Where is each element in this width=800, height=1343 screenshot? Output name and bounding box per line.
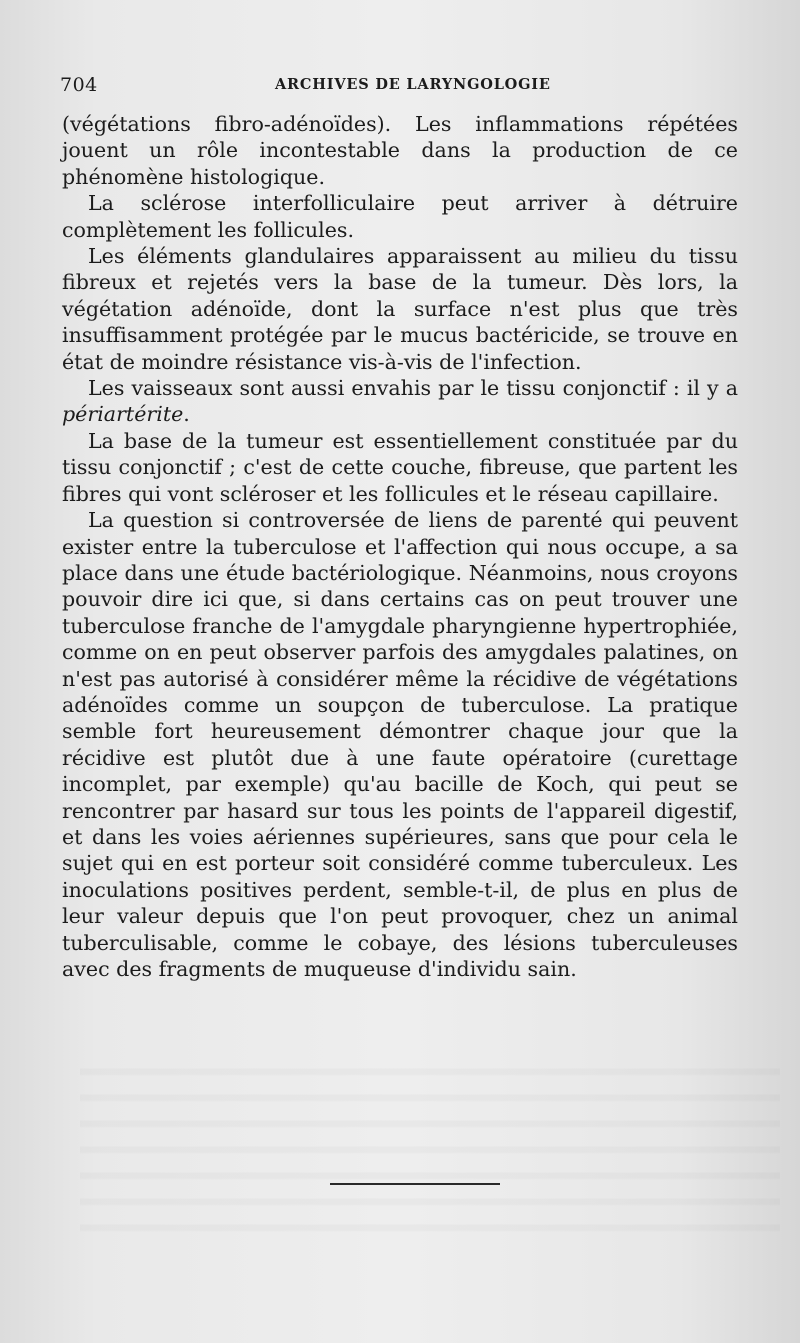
paragraph-vaisseaux-end: . xyxy=(183,402,190,427)
paragraph-vegetations: (végétations fibro-adénoïdes). Les inflammations répétées jouent un rôle incontestable dans la production de ce phénomène histologique. xyxy=(62,112,738,189)
page-number: 704 xyxy=(60,74,98,96)
paragraph-vaisseaux xyxy=(62,375,738,428)
paragraph-base-tumeur: La base de la tumeur est essentiellement constituée par du tissu conjonctif ; c'est de cette couche, fibreuse, que partent les fibres qui vont scléroser et les follicules et le réseau capillaire. xyxy=(62,428,738,506)
page-header xyxy=(60,74,750,98)
paragraph-elements-glandulaires: Les éléments glandulaires apparaissent au milieu du tissu fibreux et rejetés vers la base de la tumeur. Dès lors, la végétation adénoïde, dont la surface n'est plus que très insuffisamment protégée par le mucus bactéricide, se trouve en état de moindre résistance vis-à-vis de l'infection. xyxy=(62,244,738,374)
running-title: ARCHIVES DE LARYNGOLOGIE xyxy=(275,76,551,93)
periarterite-term: périartérite xyxy=(62,402,184,427)
bleed-through-texture xyxy=(80,1050,780,1250)
paragraph-tuberculose: La question si controversée de liens de parenté qui peuvent exister entre la tuberculose et l'affection qui nous occupe, a sa place dans une étude bactériologique. Néanmoins, nous croyons pouvoir dire ici que, si dans certains cas on peut trouver une tuberculose franche de l'amygdale pharyngienne hypertrophiée, comme on en peut observer parfois des amygdales palatines, on n'est pas autorisé à considérer même la récidive de végétations adénoïdes comme un soupçon de tuberculose. La pratique semble fort heureusement démontrer chaque jour que la récidive est plutôt due à une faute opératoire (curettage incomplet, par exemple) qu'au bacille de Koch, qui peut se rencontrer par hasard sur tous les points de l'appareil digestif, et dans les voies aériennes supérieures, sans que pour cela le sujet qui en est porteur soit considéré comme tuberculeux. Les inoculations positives perdent, semble-t-il, de plus en plus de leur valeur depuis que l'on peut provoquer, chez un animal tuberculisable, comme le cobaye, des lésions tuberculeuses avec des fragments de muqueuse d'individu sain. xyxy=(62,508,738,981)
paragraph-sclerose: La sclérose interfolliculaire peut arriver à détruire complètement les follicules. xyxy=(62,191,738,242)
section-divider-rule xyxy=(330,1183,500,1185)
body-text xyxy=(62,111,738,982)
paragraph-vaisseaux-text: Les vaisseaux sont aussi envahis par le tissu conjonctif : il y a xyxy=(88,376,738,401)
